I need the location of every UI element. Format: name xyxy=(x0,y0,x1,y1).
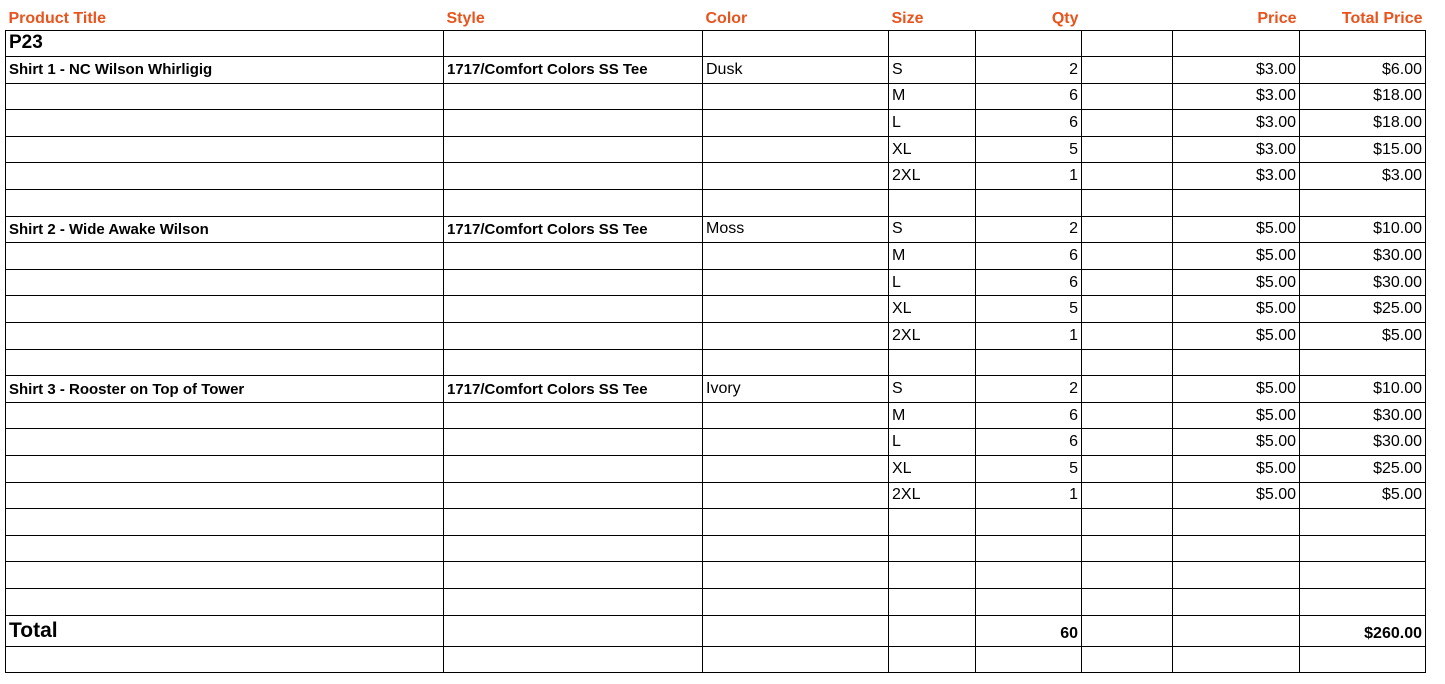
cell-qty[interactable]: 2 xyxy=(976,376,1082,403)
cell-color[interactable] xyxy=(703,482,889,509)
cell-qty[interactable]: 6 xyxy=(976,402,1082,429)
cell-empty[interactable] xyxy=(1082,509,1173,536)
cell-empty[interactable] xyxy=(1082,376,1173,403)
header-empty xyxy=(1082,4,1173,30)
table-row xyxy=(6,349,1426,376)
cell-style[interactable] xyxy=(444,482,703,509)
cell-empty[interactable] xyxy=(1082,136,1173,163)
cell-price[interactable] xyxy=(1173,349,1300,376)
table-row xyxy=(6,190,1426,217)
cell-price[interactable]: $5.00 xyxy=(1173,296,1300,323)
cell-product-title[interactable] xyxy=(6,482,444,509)
cell-qty[interactable]: 2 xyxy=(976,57,1082,84)
header-price: Price xyxy=(1257,9,1297,27)
cell-price[interactable]: $5.00 xyxy=(1173,376,1300,403)
cell-empty[interactable] xyxy=(1082,163,1173,190)
cell-total-price[interactable] xyxy=(1300,509,1426,536)
table-row xyxy=(6,296,1426,323)
cell-empty[interactable] xyxy=(1082,535,1173,562)
cell-product-title[interactable] xyxy=(6,163,444,190)
cell-total-price[interactable] xyxy=(1300,349,1426,376)
cell-price[interactable] xyxy=(1173,509,1300,536)
table-row xyxy=(6,535,1426,562)
cell-price[interactable]: $5.00 xyxy=(1173,482,1300,509)
cell-style[interactable]: 1717/Comfort Colors SS Tee xyxy=(444,376,703,403)
cell-qty[interactable] xyxy=(976,509,1082,536)
cell-qty[interactable]: 2 xyxy=(976,216,1082,243)
cell-color[interactable] xyxy=(703,402,889,429)
cell[interactable] xyxy=(1082,646,1173,673)
cell-size[interactable]: L xyxy=(889,269,976,296)
cell[interactable] xyxy=(1173,615,1300,646)
cell-color[interactable] xyxy=(703,190,889,217)
cell-color[interactable]: Ivory xyxy=(703,376,889,403)
table-row xyxy=(6,83,1426,110)
cell-color[interactable] xyxy=(703,535,889,562)
cell-product-title[interactable] xyxy=(6,509,444,536)
cell-style[interactable] xyxy=(444,296,703,323)
cell-size[interactable]: 2XL xyxy=(889,482,976,509)
cell[interactable] xyxy=(1300,30,1426,57)
cell-product-title[interactable] xyxy=(6,588,444,615)
cell-style[interactable]: 1717/Comfort Colors SS Tee xyxy=(444,57,703,84)
cell-color[interactable] xyxy=(703,296,889,323)
cell[interactable] xyxy=(703,646,889,673)
total-qty[interactable]: 60 xyxy=(976,615,1082,646)
cell-price[interactable]: $5.00 xyxy=(1173,456,1300,483)
cell[interactable] xyxy=(1082,30,1173,57)
cell-size[interactable]: L xyxy=(889,110,976,137)
cell-size[interactable]: S xyxy=(889,376,976,403)
cell-size[interactable]: L xyxy=(889,429,976,456)
table-row xyxy=(6,57,1426,84)
cell-qty[interactable] xyxy=(976,535,1082,562)
cell-price[interactable]: $3.00 xyxy=(1173,136,1300,163)
table-row xyxy=(6,588,1426,615)
cell[interactable] xyxy=(703,615,889,646)
cell-style[interactable] xyxy=(444,429,703,456)
cell-product-title[interactable] xyxy=(6,456,444,483)
table-row xyxy=(6,243,1426,270)
cell-style[interactable] xyxy=(444,349,703,376)
cell-qty[interactable]: 6 xyxy=(976,110,1082,137)
cell-color[interactable] xyxy=(703,243,889,270)
cell-qty[interactable] xyxy=(976,349,1082,376)
cell-qty[interactable]: 1 xyxy=(976,323,1082,350)
cell-style[interactable] xyxy=(444,83,703,110)
cell-qty[interactable] xyxy=(976,190,1082,217)
cell-size[interactable] xyxy=(889,588,976,615)
cell[interactable] xyxy=(6,646,444,673)
cell-empty[interactable] xyxy=(1082,83,1173,110)
cell[interactable] xyxy=(1173,646,1300,673)
cell-empty[interactable] xyxy=(1082,402,1173,429)
cell-product-title[interactable] xyxy=(6,402,444,429)
cell-size[interactable]: M xyxy=(889,243,976,270)
cell-product-title[interactable]: Shirt 2 - Wide Awake Wilson xyxy=(6,216,444,243)
table-row xyxy=(6,456,1426,483)
cell-qty[interactable]: 1 xyxy=(976,482,1082,509)
cell-color[interactable] xyxy=(703,562,889,589)
cell-style[interactable] xyxy=(444,243,703,270)
table-row xyxy=(6,269,1426,296)
header-product-title: Product Title xyxy=(8,9,106,27)
cell-style[interactable]: 1717/Comfort Colors SS Tee xyxy=(444,216,703,243)
cell-style[interactable] xyxy=(444,535,703,562)
cell-empty[interactable] xyxy=(1082,323,1173,350)
header-style: Style xyxy=(446,9,485,27)
cell-empty[interactable] xyxy=(1082,562,1173,589)
cell-total-price[interactable]: $25.00 xyxy=(1300,296,1426,323)
cell-style[interactable] xyxy=(444,588,703,615)
total-amount[interactable]: $260.00 xyxy=(1300,615,1426,646)
table-row xyxy=(6,110,1426,137)
cell-color[interactable] xyxy=(703,323,889,350)
cell[interactable] xyxy=(444,615,703,646)
cell-price[interactable] xyxy=(1173,588,1300,615)
cell-size[interactable]: M xyxy=(889,83,976,110)
cell-price[interactable]: $5.00 xyxy=(1173,269,1300,296)
cell-qty[interactable]: 6 xyxy=(976,243,1082,270)
cell-empty[interactable] xyxy=(1082,216,1173,243)
header-row xyxy=(6,4,1426,30)
cell-empty[interactable] xyxy=(1082,456,1173,483)
cell-price[interactable]: $3.00 xyxy=(1173,83,1300,110)
cell-qty[interactable]: 1 xyxy=(976,163,1082,190)
cell[interactable] xyxy=(703,30,889,57)
cell-price[interactable]: $5.00 xyxy=(1173,402,1300,429)
cell-style[interactable] xyxy=(444,509,703,536)
cell-total-price[interactable]: $5.00 xyxy=(1300,482,1426,509)
cell-total-price[interactable]: $30.00 xyxy=(1300,402,1426,429)
cell-price[interactable]: $3.00 xyxy=(1173,110,1300,137)
cell-product-title[interactable] xyxy=(6,110,444,137)
cell-product-title[interactable] xyxy=(6,83,444,110)
cell-product-title[interactable] xyxy=(6,323,444,350)
cell-empty[interactable] xyxy=(1082,349,1173,376)
cell-style[interactable] xyxy=(444,110,703,137)
cell-size[interactable]: S xyxy=(889,57,976,84)
table-row xyxy=(6,323,1426,350)
cell-price[interactable]: $5.00 xyxy=(1173,323,1300,350)
cell-qty[interactable]: 5 xyxy=(976,136,1082,163)
cell-empty[interactable] xyxy=(1082,296,1173,323)
cell-color[interactable] xyxy=(703,110,889,137)
cell-product-title[interactable] xyxy=(6,296,444,323)
cell-size[interactable]: XL xyxy=(889,296,976,323)
cell-size[interactable]: M xyxy=(889,402,976,429)
cell-total-price[interactable]: $5.00 xyxy=(1300,323,1426,350)
cell-total-price[interactable]: $3.00 xyxy=(1300,163,1426,190)
cell[interactable] xyxy=(1082,615,1173,646)
cell-size[interactable] xyxy=(889,190,976,217)
cell-price[interactable]: $5.00 xyxy=(1173,429,1300,456)
cell-color[interactable]: Dusk xyxy=(703,57,889,84)
cell-total-price[interactable]: $30.00 xyxy=(1300,243,1426,270)
cell-total-price[interactable]: $15.00 xyxy=(1300,136,1426,163)
cell-empty[interactable] xyxy=(1082,269,1173,296)
group-row xyxy=(6,30,1426,57)
total-row xyxy=(6,615,1426,646)
table-row xyxy=(6,402,1426,429)
cell-empty[interactable] xyxy=(1082,190,1173,217)
cell-size[interactable] xyxy=(889,535,976,562)
cell-total-price[interactable]: $30.00 xyxy=(1300,269,1426,296)
cell-product-title[interactable] xyxy=(6,190,444,217)
cell-product-title[interactable] xyxy=(6,429,444,456)
cell-qty[interactable]: 5 xyxy=(976,296,1082,323)
cell-color[interactable] xyxy=(703,456,889,483)
cell-product-title[interactable]: Shirt 3 - Rooster on Top of Tower xyxy=(6,376,444,403)
cell-price[interactable]: $5.00 xyxy=(1173,216,1300,243)
cell-color[interactable] xyxy=(703,83,889,110)
header-total-price: Total Price xyxy=(1341,9,1423,27)
cell-color[interactable] xyxy=(703,588,889,615)
cell-style[interactable] xyxy=(444,269,703,296)
cell-empty[interactable] xyxy=(1082,243,1173,270)
cell-product-title[interactable] xyxy=(6,136,444,163)
order-table xyxy=(5,4,1426,673)
cell-total-price[interactable] xyxy=(1300,190,1426,217)
cell-size[interactable]: S xyxy=(889,216,976,243)
cell-size[interactable]: 2XL xyxy=(889,323,976,350)
cell-product-title[interactable]: Shirt 1 - NC Wilson Whirligig xyxy=(6,57,444,84)
cell-total-price[interactable]: $10.00 xyxy=(1300,376,1426,403)
header-color: Color xyxy=(705,9,748,27)
cell[interactable] xyxy=(889,30,976,57)
table-row xyxy=(6,509,1426,536)
cell-qty[interactable]: 6 xyxy=(976,269,1082,296)
cell-style[interactable] xyxy=(444,402,703,429)
cell-size[interactable] xyxy=(889,349,976,376)
cell[interactable] xyxy=(889,646,976,673)
cell-color[interactable] xyxy=(703,349,889,376)
cell-price[interactable]: $5.00 xyxy=(1173,243,1300,270)
cell-style[interactable] xyxy=(444,163,703,190)
cell-size[interactable]: 2XL xyxy=(889,163,976,190)
cell-style[interactable] xyxy=(444,323,703,350)
cell-color[interactable] xyxy=(703,163,889,190)
cell-total-price[interactable]: $18.00 xyxy=(1300,110,1426,137)
cell-empty[interactable] xyxy=(1082,429,1173,456)
header-size: Size xyxy=(891,9,924,27)
cell-size[interactable] xyxy=(889,562,976,589)
cell-total-price[interactable] xyxy=(1300,588,1426,615)
table-row xyxy=(6,216,1426,243)
cell[interactable] xyxy=(1300,646,1426,673)
cell-price[interactable]: $3.00 xyxy=(1173,57,1300,84)
table-row xyxy=(6,163,1426,190)
table-row xyxy=(6,429,1426,456)
cell-color[interactable] xyxy=(703,269,889,296)
cell-total-price[interactable]: $6.00 xyxy=(1300,57,1426,84)
group-label[interactable]: P23 xyxy=(6,30,444,57)
cell-color[interactable] xyxy=(703,429,889,456)
cell-qty[interactable]: 5 xyxy=(976,456,1082,483)
cell-qty[interactable] xyxy=(976,562,1082,589)
cell-style[interactable] xyxy=(444,562,703,589)
cell-qty[interactable]: 6 xyxy=(976,429,1082,456)
cell[interactable] xyxy=(976,646,1082,673)
cell-price[interactable]: $3.00 xyxy=(1173,163,1300,190)
cell-total-price[interactable] xyxy=(1300,562,1426,589)
header-qty: Qty xyxy=(1051,9,1079,27)
cell-total-price[interactable]: $30.00 xyxy=(1300,429,1426,456)
cell-product-title[interactable] xyxy=(6,349,444,376)
blank-row xyxy=(6,646,1426,673)
cell-product-title[interactable] xyxy=(6,535,444,562)
cell-color[interactable]: Moss xyxy=(703,216,889,243)
cell-total-price[interactable]: $25.00 xyxy=(1300,456,1426,483)
cell-empty[interactable] xyxy=(1082,588,1173,615)
cell-size[interactable] xyxy=(889,509,976,536)
table-row xyxy=(6,376,1426,403)
cell-color[interactable] xyxy=(703,509,889,536)
table-row xyxy=(6,482,1426,509)
cell-product-title[interactable] xyxy=(6,243,444,270)
cell-total-price[interactable] xyxy=(1300,535,1426,562)
cell-product-title[interactable] xyxy=(6,269,444,296)
table-row xyxy=(6,562,1426,589)
cell[interactable] xyxy=(889,615,976,646)
cell[interactable] xyxy=(444,30,703,57)
cell-style[interactable] xyxy=(444,136,703,163)
cell-price[interactable] xyxy=(1173,190,1300,217)
cell[interactable] xyxy=(444,646,703,673)
cell-price[interactable] xyxy=(1173,535,1300,562)
total-label[interactable]: Total xyxy=(6,615,444,646)
cell-color[interactable] xyxy=(703,136,889,163)
cell-size[interactable]: XL xyxy=(889,456,976,483)
cell-style[interactable] xyxy=(444,190,703,217)
cell-qty[interactable] xyxy=(976,588,1082,615)
cell-empty[interactable] xyxy=(1082,110,1173,137)
cell-total-price[interactable]: $18.00 xyxy=(1300,83,1426,110)
cell-empty[interactable] xyxy=(1082,482,1173,509)
cell-size[interactable]: XL xyxy=(889,136,976,163)
cell[interactable] xyxy=(1173,30,1300,57)
cell-product-title[interactable] xyxy=(6,562,444,589)
table-row xyxy=(6,136,1426,163)
cell-empty[interactable] xyxy=(1082,57,1173,84)
cell[interactable] xyxy=(976,30,1082,57)
cell-total-price[interactable]: $10.00 xyxy=(1300,216,1426,243)
cell-qty[interactable]: 6 xyxy=(976,83,1082,110)
cell-price[interactable] xyxy=(1173,562,1300,589)
cell-style[interactable] xyxy=(444,456,703,483)
